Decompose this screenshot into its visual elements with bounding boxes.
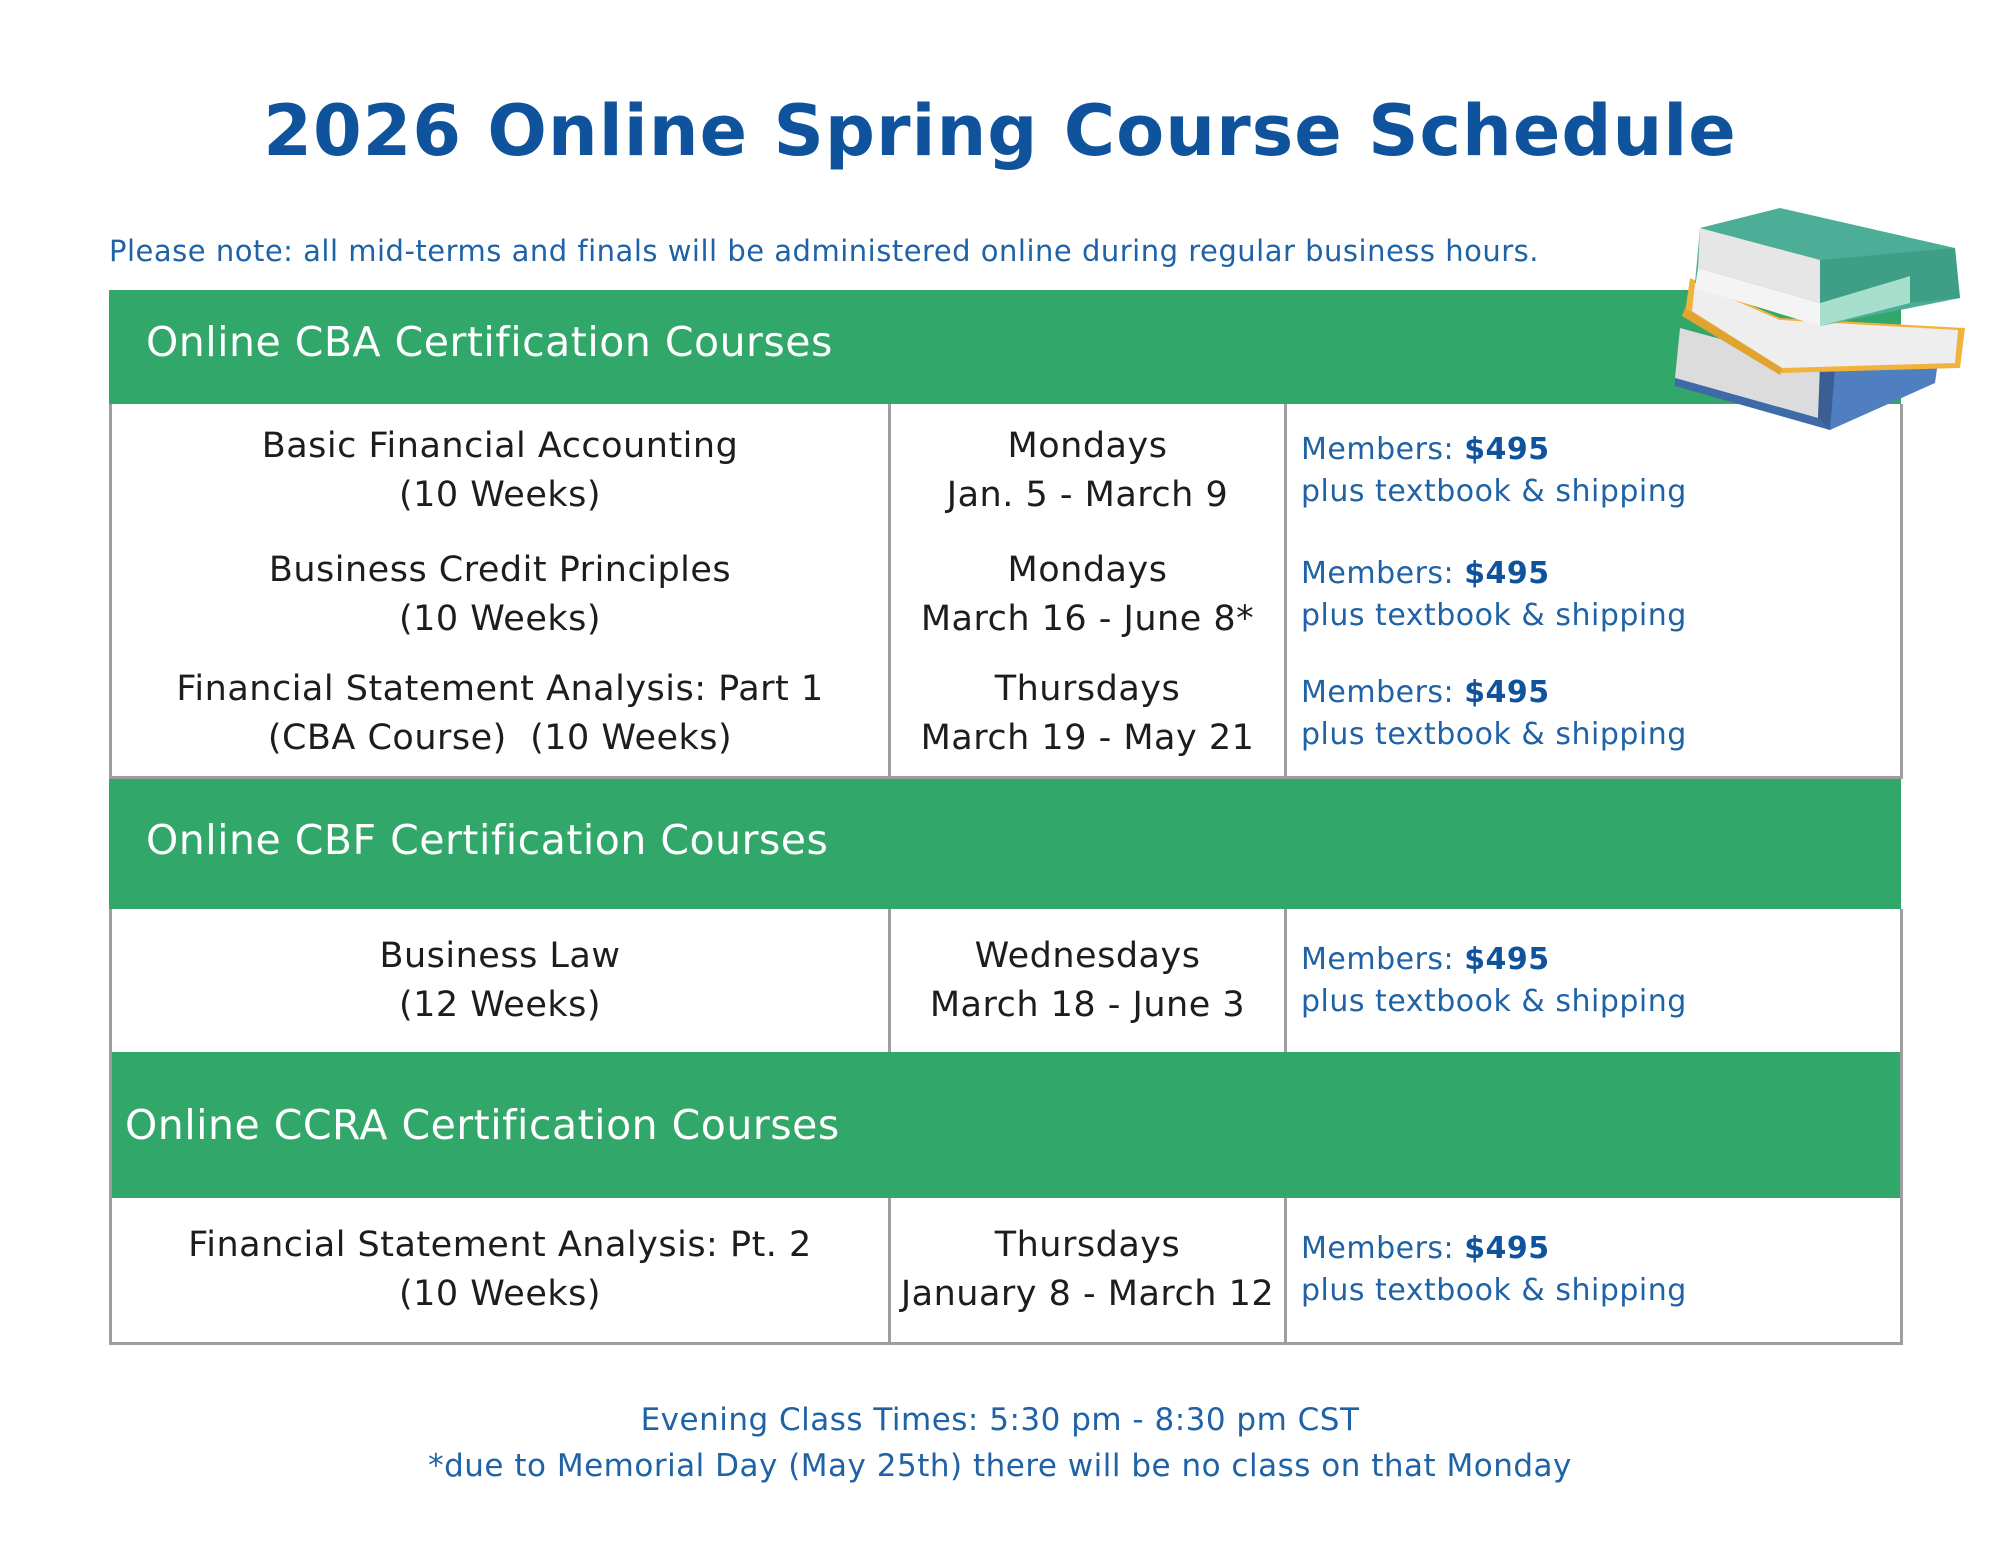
course-price: $495 [1464,555,1550,591]
course-day: Mondays [1007,426,1168,466]
course-duration: (12 Weeks) [398,984,602,1025]
course-name: Financial Statement Analysis: Part 1 [176,668,824,709]
course-price-cell [1287,651,1900,776]
page-title: 2026 Online Spring Course Schedule [263,90,1737,172]
price-extra: plus textbook & shipping [1301,1273,1687,1308]
section-header-cbf [109,779,1901,909]
course-name: Business Credit Principles [268,549,732,590]
course-dates: March 16 - June 8* [920,598,1255,639]
course-day: Thursdays [994,1225,1181,1265]
course-price: $495 [1464,1231,1550,1266]
course-price-cell [1287,909,1900,1052]
course-dates: January 8 - March 12 [900,1274,1275,1314]
course-schedule-cell [891,404,1287,538]
course-schedule-cell [891,909,1287,1052]
holiday-note: *due to Memorial Day (May 25th) there will be no class on that Monday [428,1448,1572,1484]
course-name-cell [112,538,891,651]
course-price: $495 [1464,941,1550,977]
course-day: Wednesdays [974,935,1201,976]
course-schedule-cell [891,651,1287,776]
course-dates: Jan. 5 - March 9 [946,475,1229,515]
course-row [109,538,1903,654]
stack-of-books-icon [1670,208,1970,443]
price-extra: plus textbook & shipping [1301,716,1687,752]
price-extra: plus textbook & shipping [1301,597,1687,633]
exam-note: Please note: all mid-terms and finals will be administered online during regular business hours. [109,234,1539,268]
course-price-cell [1287,538,1900,651]
course-dates: March 18 - June 3 [929,984,1246,1025]
course-schedule-cell [891,538,1287,651]
course-duration: (10 Weeks) [398,1274,602,1314]
section-title: Online CCRA Certification Courses [125,1101,840,1149]
members-label: Members: [1301,674,1455,710]
course-name-cell [112,404,891,538]
course-price: $495 [1464,674,1550,710]
course-price-cell [1287,1198,1900,1342]
course-row [109,1198,1903,1345]
course-day: Mondays [1007,549,1168,590]
course-duration: (CBA Course) (10 Weeks) [267,717,733,758]
course-name: Business Law [379,935,621,976]
course-day: Thursdays [994,668,1181,709]
course-name: Financial Statement Analysis: Pt. 2 [188,1225,812,1265]
course-row [109,909,1903,1055]
members-label: Members: [1301,555,1455,591]
course-name-cell [112,651,891,776]
section-title: Online CBF Certification Courses [146,816,829,864]
members-label: Members: [1301,1231,1455,1266]
course-row [109,404,1903,541]
course-dates: March 19 - May 21 [920,717,1255,758]
class-times: Evening Class Times: 5:30 pm - 8:30 pm CST [640,1402,1360,1438]
course-name-cell [112,909,891,1052]
members-label: Members: [1301,432,1455,467]
members-label: Members: [1301,941,1455,977]
course-row [109,651,1903,779]
course-schedule-cell [891,1198,1287,1342]
course-name: Basic Financial Accounting [261,426,739,466]
course-price: $495 [1464,432,1550,467]
course-name-cell [112,1198,891,1342]
footer [0,1397,2000,1489]
section-header-cba [109,290,1901,404]
section-title: Online CBA Certification Courses [146,318,833,366]
course-duration: (10 Weeks) [398,598,602,639]
price-extra: plus textbook & shipping [1301,983,1687,1019]
course-duration: (10 Weeks) [398,475,602,515]
price-extra: plus textbook & shipping [1301,474,1687,509]
section-header-ccra [109,1052,1903,1198]
